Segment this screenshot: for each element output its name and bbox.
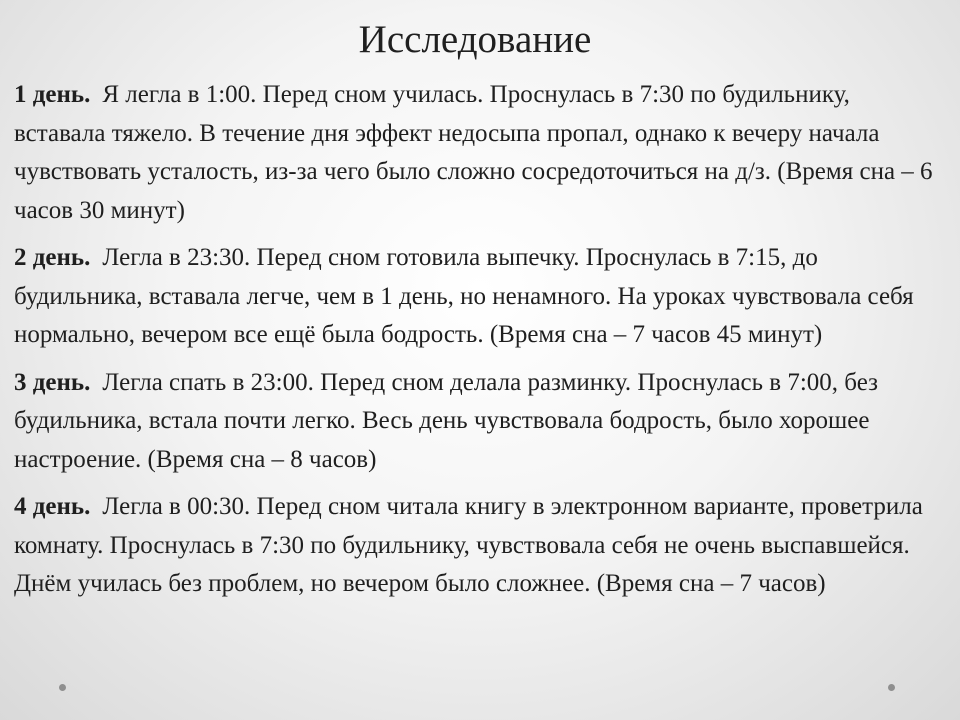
day-label: 2 день. bbox=[14, 244, 91, 271]
day-label: 3 день. bbox=[14, 368, 91, 396]
day-label: 4 день. bbox=[14, 493, 91, 520]
diary-entry-day-4 bbox=[14, 488, 944, 604]
slide-title: Исследование bbox=[358, 18, 592, 61]
decorative-dot-icon bbox=[59, 684, 66, 691]
decorative-dot-icon bbox=[888, 684, 895, 691]
entry-text: Я легла в 1:00. Перед сном училась. Проснулась в 7:30 по будильнику, вставала тяжело. В течение дня эффект недосыпа пропал, однако к вечеру начала чувствовать усталость, из-за чего было сложно сосредоточиться на д/з. (Время сна – 6 часов 30 минут) bbox=[14, 81, 933, 224]
entry-text: Легла в 23:30. Перед сном готовила выпечку. Проснулась в 7:15, до будильника, вставала легче, чем в 1 день, но ненамного. На уроках чувствовала себя нормально, вечером все ещё была бодрость. (Время сна – 7 часов 45 минут) bbox=[14, 244, 914, 348]
diary-entries bbox=[14, 76, 944, 613]
diary-entry-day-1 bbox=[14, 76, 944, 230]
diary-entry-day-3 bbox=[14, 364, 944, 480]
diary-entry-day-2 bbox=[14, 239, 944, 355]
day-label: 1 день. bbox=[14, 81, 91, 108]
entry-text: Легла спать в 23:00. Перед сном делала разминку. Проснулась в 7:00, без будильника, встала почти легко. Весь день чувствовала бодрость, было хорошее настроение. (Время сна – 8 часов) bbox=[14, 368, 878, 473]
entry-text: Легла в 00:30. Перед сном читала книгу в электронном варианте, проветрила комнату. Проснулась в 7:30 по будильнику, чувствовала себя не очень выспавшейся. Днём училась без проблем, но вечером было сложнее. (Время сна – 7 часов) bbox=[14, 493, 923, 597]
